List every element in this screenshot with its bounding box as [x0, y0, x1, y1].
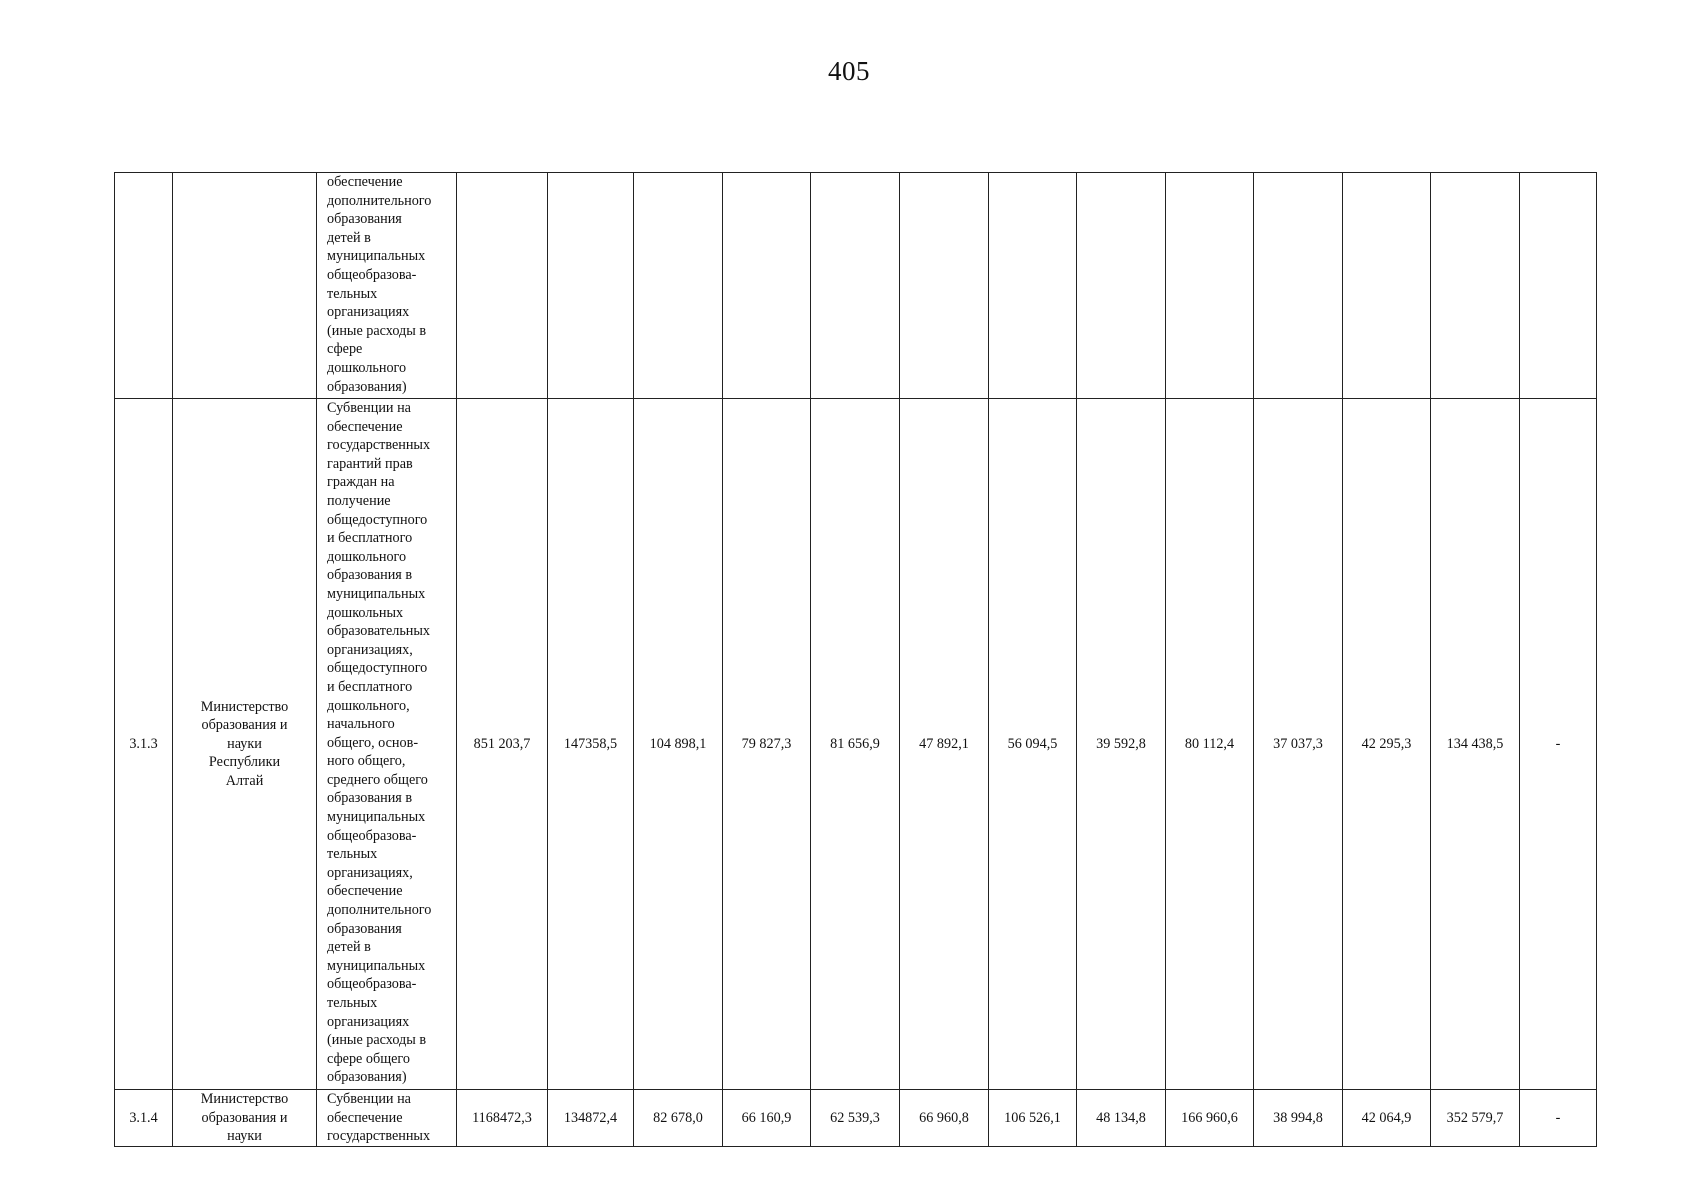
row-value: 42 064,9	[1343, 1090, 1431, 1147]
row-value: 166 960,6	[1166, 1090, 1254, 1147]
table-row	[115, 399, 1597, 1090]
row-code: 3.1.4	[115, 1090, 173, 1147]
row-value: 79 827,3	[723, 399, 811, 1090]
row-value	[457, 173, 548, 399]
row-value	[548, 173, 634, 399]
row-value: 82 678,0	[634, 1090, 723, 1147]
row-value: 47 892,1	[900, 399, 989, 1090]
row-value	[1077, 173, 1166, 399]
row-value: 147358,5	[548, 399, 634, 1090]
row-value	[1431, 173, 1520, 399]
row-value	[1254, 173, 1343, 399]
row-description: Субвенции на обеспечение государственных гарантий прав граждан на получение общедоступного и бесплатного дошкольного образования в муниципальных дошкольных образовательных организациях, общедоступного и бесплатного дошкольного, начального общего, основ- ного общего, среднего общего образования в муниципальных общеобразова- тельных организациях, обеспечение дополнительного образования детей в муниципальных общеобразова- тельных организациях (иные расходы в сфере общего образования)	[317, 399, 457, 1090]
row-value: -	[1520, 399, 1597, 1090]
row-value: 80 112,4	[1166, 399, 1254, 1090]
row-value: 42 295,3	[1343, 399, 1431, 1090]
row-value	[811, 173, 900, 399]
row-value: 62 539,3	[811, 1090, 900, 1147]
row-agency: Министерство образования и науки	[173, 1090, 317, 1147]
row-value: 134872,4	[548, 1090, 634, 1147]
budget-table	[114, 172, 1597, 1147]
page-number: 405	[828, 56, 870, 86]
row-value: -	[1520, 1090, 1597, 1147]
row-value: 851 203,7	[457, 399, 548, 1090]
row-value	[1520, 173, 1597, 399]
row-value	[1343, 173, 1431, 399]
row-value: 66 960,8	[900, 1090, 989, 1147]
row-value	[634, 173, 723, 399]
row-description: обеспечение дополнительного образования детей в муниципальных общеобразова- тельных организациях (иные расходы в сфере дошкольного образования)	[317, 173, 457, 399]
table-row	[115, 1090, 1597, 1147]
row-value: 352 579,7	[1431, 1090, 1520, 1147]
row-value: 106 526,1	[989, 1090, 1077, 1147]
row-code: 3.1.3	[115, 399, 173, 1090]
row-value: 38 994,8	[1254, 1090, 1343, 1147]
row-description: Субвенции на обеспечение государственных	[317, 1090, 457, 1147]
row-value: 39 592,8	[1077, 399, 1166, 1090]
row-value	[1166, 173, 1254, 399]
table-row	[115, 173, 1597, 399]
row-value	[900, 173, 989, 399]
row-agency: Министерство образования и науки Республики Алтай	[173, 399, 317, 1090]
row-value: 1168472,3	[457, 1090, 548, 1147]
row-code	[115, 173, 173, 399]
row-value: 134 438,5	[1431, 399, 1520, 1090]
row-agency	[173, 173, 317, 399]
row-value: 81 656,9	[811, 399, 900, 1090]
row-value: 104 898,1	[634, 399, 723, 1090]
row-value	[723, 173, 811, 399]
row-value: 56 094,5	[989, 399, 1077, 1090]
row-value: 66 160,9	[723, 1090, 811, 1147]
row-value: 37 037,3	[1254, 399, 1343, 1090]
row-value: 48 134,8	[1077, 1090, 1166, 1147]
row-value	[989, 173, 1077, 399]
